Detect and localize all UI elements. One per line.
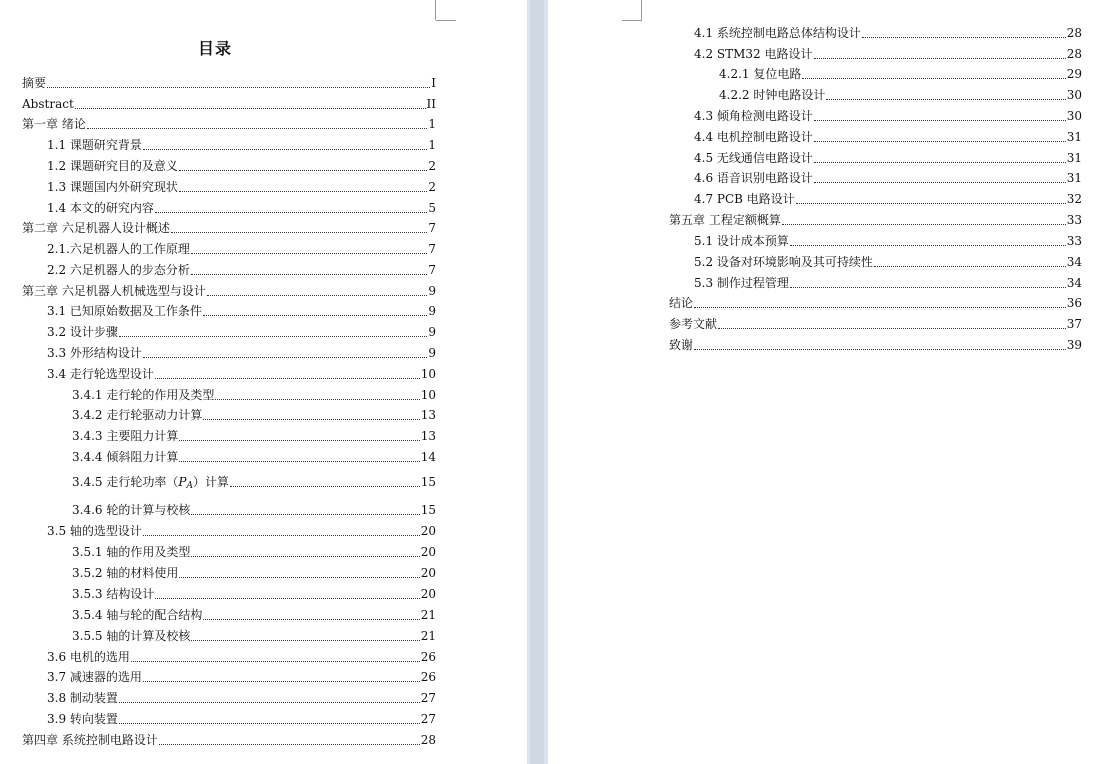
toc-page-number: 33 [1066, 213, 1082, 227]
toc-entry-title: 5.2 设备对环境影响及其可持续性 [694, 255, 873, 269]
toc-entry [47, 688, 436, 708]
dot-leader [191, 273, 427, 275]
toc-entry [47, 177, 436, 197]
toc-page-number: 28 [1066, 26, 1082, 40]
toc-entry [47, 156, 436, 176]
crop-mark [435, 0, 436, 20]
dot-leader [143, 356, 427, 358]
toc-entry [694, 127, 1082, 147]
toc-page-number: 27 [420, 691, 436, 705]
toc-entry-title: 3.5.1 轴的作用及类型 [72, 545, 191, 559]
toc-page-number: 31 [1066, 171, 1082, 185]
toc-page-number: 26 [420, 650, 436, 664]
toc-entry [72, 584, 436, 604]
toc-entry [72, 472, 436, 492]
toc-entry-title: 3.7 减速器的选用 [47, 670, 142, 684]
toc-page-number: 34 [1066, 276, 1082, 290]
toc-entry-title: 3.4.1 走行轮的作用及类型 [72, 388, 215, 402]
toc-entry-title: 3.5.5 轴的计算及校核 [72, 629, 191, 643]
toc-page-number: 13 [420, 429, 436, 443]
toc-entry-title: 5.1 设计成本预算 [694, 234, 789, 248]
dot-leader [159, 743, 420, 745]
toc-entry-title: 4.7 PCB 电路设计 [694, 192, 795, 206]
toc-page-number: 7 [428, 221, 436, 235]
dot-leader [47, 86, 430, 88]
toc-entry-title: 3.5.3 结构设计 [72, 587, 155, 601]
toc-entry [47, 709, 436, 729]
toc-entry [47, 343, 436, 363]
toc-page-number: 1 [428, 117, 436, 131]
toc-page-number: 9 [428, 284, 436, 298]
toc-entry [719, 64, 1082, 84]
dot-leader [131, 660, 420, 662]
toc-entry-title: 2.2 六足机器人的步态分析 [47, 263, 190, 277]
toc-entry-title: 4.5 无线通信电路设计 [694, 151, 813, 165]
toc-page-number: 20 [420, 545, 436, 559]
toc-page-number: 13 [420, 408, 436, 422]
dot-leader [179, 439, 419, 441]
toc-page-number: 20 [420, 524, 436, 538]
toc-title: 目录 [197, 39, 232, 58]
toc-entry-title: 5.3 制作过程管理 [694, 276, 789, 290]
dot-leader [171, 231, 428, 233]
toc-page-number: 26 [420, 670, 436, 684]
dot-leader [119, 335, 427, 337]
toc-entry [22, 73, 436, 93]
toc-entry [22, 94, 436, 114]
toc-entry-title: 摘要 [22, 76, 47, 90]
dot-leader [191, 639, 419, 641]
toc-page-number: 5 [428, 201, 436, 215]
dot-leader [814, 57, 1066, 59]
toc-page-number: 27 [420, 712, 436, 726]
crop-mark [622, 20, 642, 21]
dot-leader [119, 701, 420, 703]
dot-leader [790, 244, 1066, 246]
dot-leader [814, 119, 1066, 121]
toc-page-number: 20 [420, 587, 436, 601]
toc-entry-title: 结论 [669, 296, 694, 310]
toc-page-number: 10 [420, 388, 436, 402]
toc-entry [694, 168, 1082, 188]
toc-entry-title: 3.5 轴的选型设计 [47, 524, 142, 538]
dot-leader [179, 169, 427, 171]
toc-entry [47, 667, 436, 687]
toc-entry-title: 3.3 外形结构设计 [47, 346, 142, 360]
toc-entry-title: 3.4 走行轮选型设计 [47, 367, 154, 381]
dot-leader [694, 348, 1066, 350]
toc-entry-title: 3.4.4 倾斜阻力计算 [72, 450, 179, 464]
toc-entry-title: 2.1.六足机器人的工作原理 [47, 242, 190, 256]
toc-entry-title: 3.4.2 走行轮驱动力计算 [72, 408, 203, 422]
toc-entry-title: 1.1 课题研究背景 [47, 138, 142, 152]
dot-leader [179, 460, 419, 462]
toc-entry-title: 第五章 工程定额概算 [669, 213, 781, 227]
toc-entry [47, 364, 436, 384]
dot-leader [796, 202, 1066, 204]
toc-page-number: I [431, 76, 436, 90]
toc-page-number: 28 [1066, 47, 1082, 61]
toc-entry [72, 385, 436, 405]
toc-page-number: II [426, 97, 436, 111]
toc-entry [72, 626, 436, 646]
toc-entry-title: 4.4 电机控制电路设计 [694, 130, 813, 144]
dot-leader [179, 576, 419, 578]
toc-entry [694, 252, 1082, 272]
toc-entry [72, 605, 436, 625]
toc-page-number: 29 [1066, 67, 1082, 81]
toc-entry-title: 1.3 课题国内外研究现状 [47, 180, 178, 194]
toc-entry [22, 281, 436, 301]
toc-entry-title: 3.4.3 主要阻力计算 [72, 429, 179, 443]
crop-mark [436, 20, 456, 21]
toc-page-number: 20 [420, 566, 436, 580]
dot-leader [862, 36, 1066, 38]
toc-page-number: 10 [420, 367, 436, 381]
toc-entry [72, 447, 436, 467]
document-page-right [548, 0, 1111, 764]
toc-entry-title: 1.4 本文的研究内容 [47, 201, 154, 215]
toc-page-number: 30 [1066, 88, 1082, 102]
dot-leader [143, 680, 420, 682]
page-gap [527, 0, 548, 764]
dot-leader [155, 377, 420, 379]
dot-leader [802, 77, 1065, 79]
toc-page-number: 31 [1066, 151, 1082, 165]
toc-entry [72, 563, 436, 583]
toc-entry [719, 85, 1082, 105]
toc-page-number: 9 [428, 346, 436, 360]
toc-page-number: 39 [1066, 338, 1082, 352]
toc-entry [694, 189, 1082, 209]
toc-page-number: 28 [420, 733, 436, 747]
toc-page-number: 2 [428, 180, 436, 194]
toc-entry [694, 273, 1082, 293]
toc-entry [669, 293, 1082, 313]
toc-entry [22, 730, 436, 750]
toc-entry-title: 3.2 设计步骤 [47, 325, 118, 339]
dot-leader [143, 534, 420, 536]
dot-leader [790, 286, 1066, 288]
dot-leader [814, 181, 1066, 183]
toc-entry-title: 4.2.1 复位电路 [719, 67, 802, 81]
toc-entry-title: 3.6 电机的选用 [47, 650, 130, 664]
toc-page-number: 30 [1066, 109, 1082, 123]
toc-entry [72, 542, 436, 562]
dot-leader [155, 597, 419, 599]
toc-entry [694, 231, 1082, 251]
toc-entry [47, 647, 436, 667]
dot-leader [143, 148, 427, 150]
toc-page-number: 21 [420, 608, 436, 622]
toc-entry-title: 参考文献 [669, 317, 718, 331]
dot-leader [814, 161, 1066, 163]
toc-entry-title: 3.4.5 走行轮功率$(P_A)$计算 [72, 475, 229, 491]
document-page-left [0, 0, 527, 764]
toc-entry [47, 322, 436, 342]
toc-page-number: 15 [420, 475, 436, 489]
dot-leader [215, 398, 419, 400]
dot-leader [782, 223, 1066, 225]
toc-entry [47, 198, 436, 218]
toc-page-number: 31 [1066, 130, 1082, 144]
toc-entry [47, 301, 436, 321]
dot-leader [203, 314, 427, 316]
dot-leader [826, 98, 1065, 100]
toc-entry-title: 4.2 STM32 电路设计 [694, 47, 813, 61]
dot-leader [207, 294, 428, 296]
toc-page-number: 14 [420, 450, 436, 464]
dot-leader [191, 513, 419, 515]
toc-page-number: 7 [428, 242, 436, 256]
toc-entry-title: 3.9 转向装置 [47, 712, 118, 726]
toc-entry-title: 4.2.2 时钟电路设计 [719, 88, 826, 102]
toc-entry-title: 3.8 制动装置 [47, 691, 118, 705]
toc-entry-title: 4.6 语音识别电路设计 [694, 171, 813, 185]
dot-leader [203, 418, 419, 420]
toc-entry-title: 第三章 六足机器人机械选型与设计 [22, 284, 206, 298]
toc-entry [47, 135, 436, 155]
toc-page-number: 9 [428, 304, 436, 318]
dot-leader [874, 265, 1066, 267]
toc-page-number: 36 [1066, 296, 1082, 310]
dot-leader [191, 252, 427, 254]
toc-page-number: 2 [428, 159, 436, 173]
toc-entry-title: 第一章 绪论 [22, 117, 86, 131]
dot-leader [230, 485, 420, 487]
toc-page-number: 15 [420, 503, 436, 517]
toc-entry [694, 44, 1082, 64]
toc-entry [694, 106, 1082, 126]
toc-entry-title: 1.2 课题研究目的及意义 [47, 159, 178, 173]
toc-entry [47, 260, 436, 280]
toc-entry-title: 第二章 六足机器人设计概述 [22, 221, 170, 235]
toc-entry [72, 426, 436, 446]
toc-entry [694, 148, 1082, 168]
toc-entry [669, 210, 1082, 230]
toc-entry-title: 3.5.2 轴的材料使用 [72, 566, 179, 580]
dot-leader [203, 618, 419, 620]
toc-page-number: 33 [1066, 234, 1082, 248]
dot-leader [155, 211, 427, 213]
toc-entry [669, 335, 1082, 355]
toc-page-number: 9 [428, 325, 436, 339]
dot-leader [119, 722, 420, 724]
toc-entry-title: 3.4.6 轮的计算与校核 [72, 503, 191, 517]
toc-entry-title: 3.5.4 轴与轮的配合结构 [72, 608, 203, 622]
toc-entry [72, 405, 436, 425]
dot-leader [814, 140, 1066, 142]
toc-page-number: 37 [1066, 317, 1082, 331]
toc-entry-title: 4.3 倾角检测电路设计 [694, 109, 813, 123]
toc-entry-title: 第四章 系统控制电路设计 [22, 733, 158, 747]
toc-entry [47, 239, 436, 259]
toc-entry-title: 致谢 [669, 338, 694, 352]
toc-entry-title: Abstract [22, 97, 74, 111]
toc-entry [22, 114, 436, 134]
toc-entry-title: 4.1 系统控制电路总体结构设计 [694, 26, 861, 40]
dot-leader [718, 327, 1066, 329]
toc-page-number: 32 [1066, 192, 1082, 206]
toc-entry [72, 500, 436, 520]
dot-leader [694, 306, 1066, 308]
crop-mark [641, 0, 642, 20]
dot-leader [179, 190, 427, 192]
toc-page-number: 34 [1066, 255, 1082, 269]
toc-page-number: 21 [420, 629, 436, 643]
toc-entry [694, 23, 1082, 43]
toc-page-number: 1 [428, 138, 436, 152]
toc-entry [47, 521, 436, 541]
dot-leader [191, 555, 419, 557]
dot-leader [87, 127, 428, 129]
toc-page-number: 7 [428, 263, 436, 277]
toc-entry-title: 3.1 已知原始数据及工作条件 [47, 304, 202, 318]
toc-entry [669, 314, 1082, 334]
toc-entry [22, 218, 436, 238]
dot-leader [75, 107, 426, 109]
